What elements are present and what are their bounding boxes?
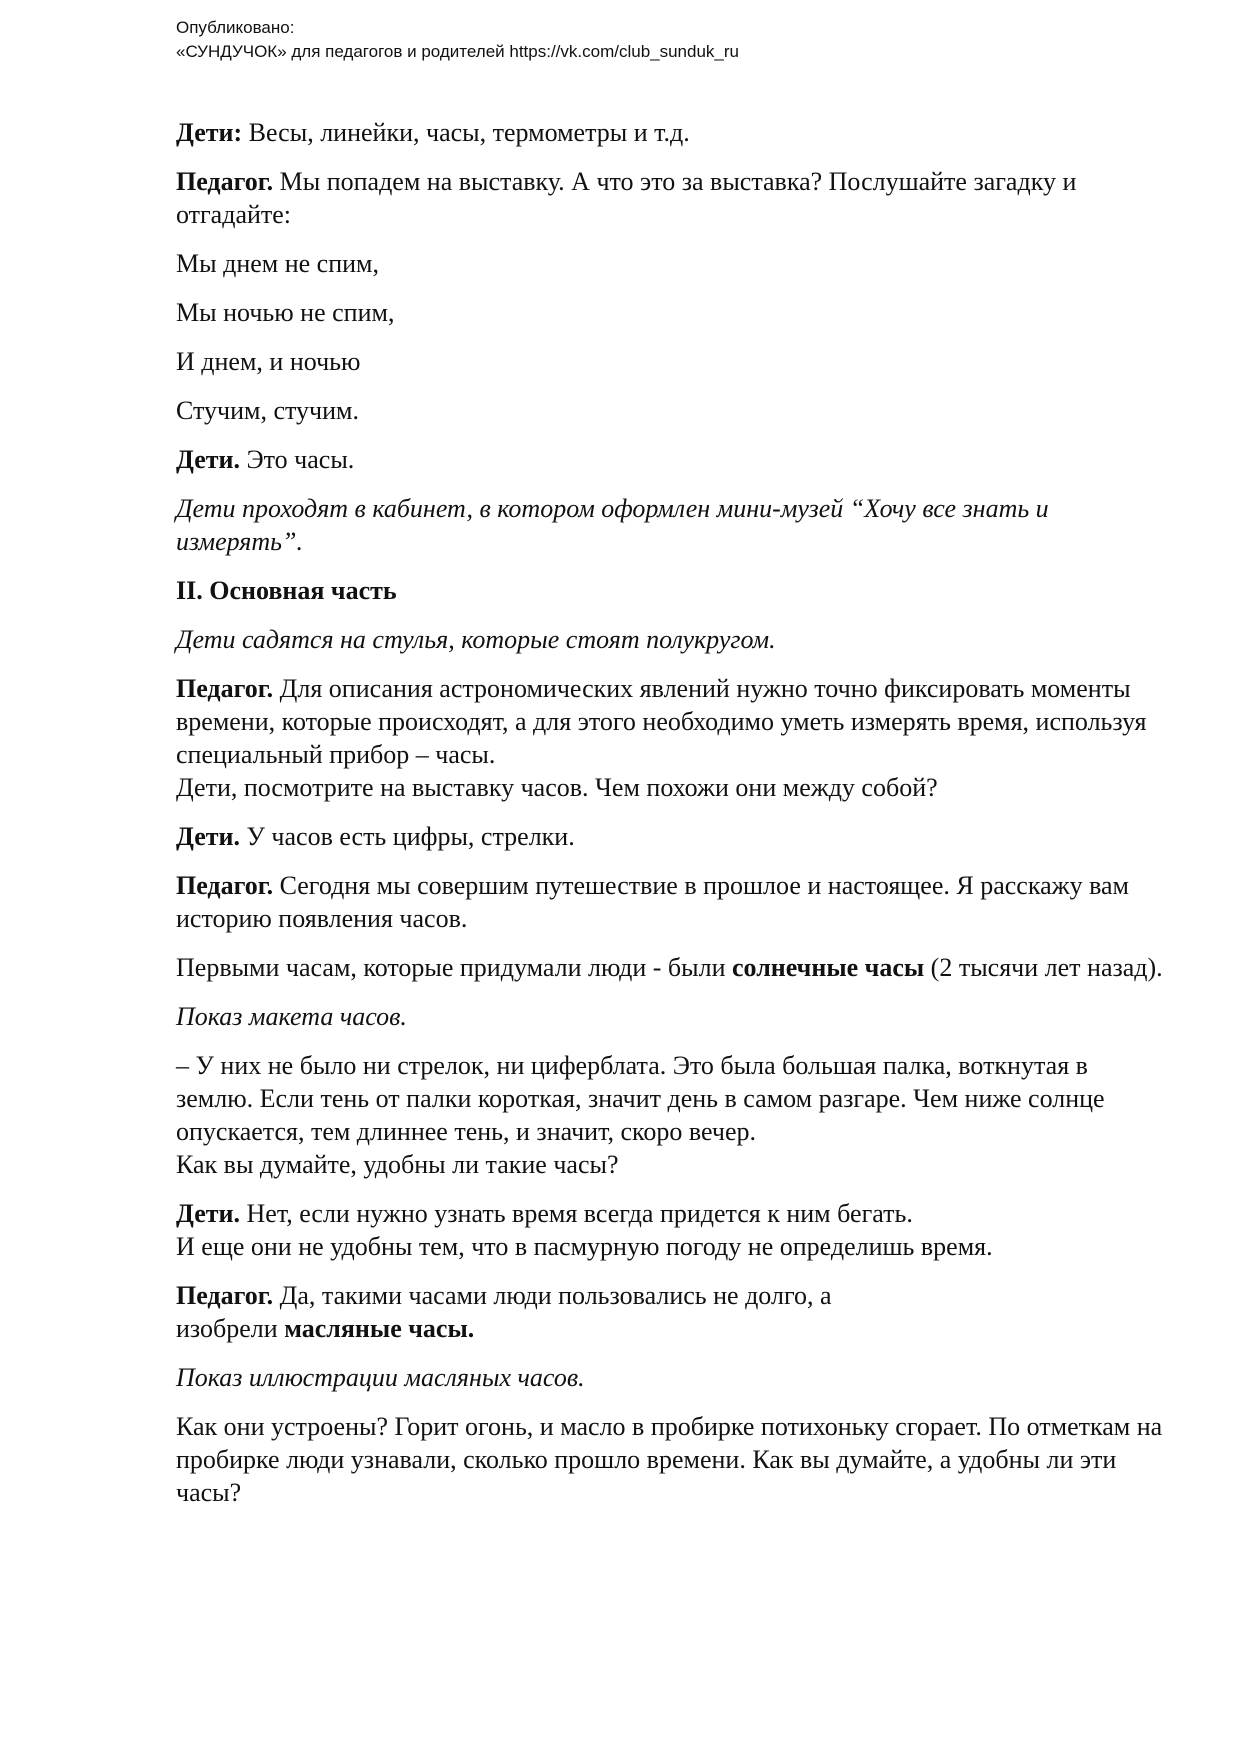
paragraph-children-answer-3 (176, 820, 1166, 853)
speaker-label: Дети. (176, 822, 240, 851)
header-published-label: Опубликовано: (176, 18, 295, 37)
paragraph-children-answer-4 (176, 1197, 1166, 1263)
paragraph-text: Мы попадем на выставку. А что это за выставка? Послушайте загадку и отгадайте: (176, 167, 1077, 229)
paragraph-text-line2: И еще они не удобны тем, что в пасмурную погоду не определишь время. (176, 1232, 993, 1261)
paragraph-sundial-intro (176, 951, 1166, 984)
paragraph-text: Весы, линейки, часы, термометры и т.д. (242, 118, 690, 147)
paragraph-text-line2: Как вы думайте, удобны ли такие часы? (176, 1150, 619, 1179)
speaker-label: Педагог. (176, 167, 274, 196)
section-heading-main-part (176, 574, 1166, 607)
paragraph-teacher-journey (176, 869, 1166, 935)
paragraph-text: Да, такими часами люди пользовались не долго, а (273, 1281, 832, 1310)
paragraph-text: Это часы. (240, 445, 355, 474)
paragraph-oil-clock-description: Как они устроены? Горит огонь, и масло в пробирке потихоньку сгорает. По отметкам на пробирке люди узнавали, сколько прошло времени. Как вы думайте, а удобны ли эти часы? (176, 1412, 1163, 1507)
document-body (176, 116, 1166, 1525)
paragraph-text-line2: Дети, посмотрите на выставку часов. Чем похожи они между собой? (176, 773, 938, 802)
paragraph-text-tail: (2 тысячи лет назад). (924, 953, 1163, 982)
paragraph-teacher-riddle (176, 165, 1166, 231)
riddle-line-1: Мы днем не спим, (176, 249, 379, 278)
stage-direction-model (176, 1000, 1166, 1033)
stage-direction-seating (176, 623, 1166, 656)
paragraph-text: Нет, если нужно узнать время всегда придется к ним бегать. (240, 1199, 913, 1228)
header-source-line: «СУНДУЧОК» для педагогов и родителей https://vk.com/club_sunduk_ru (176, 42, 739, 61)
stage-direction-museum (176, 492, 1166, 558)
stage-direction-text: Показ иллюстрации масляных часов. (176, 1363, 585, 1392)
emphasis-sundial: солнечные часы (732, 953, 925, 982)
riddle-line-4: Стучим, стучим. (176, 396, 359, 425)
paragraph-sundial-description (176, 1049, 1166, 1181)
speaker-label: Педагог. (176, 1281, 274, 1310)
publication-header (176, 16, 739, 64)
paragraph-text: Первыми часам, которые придумали люди - были (176, 953, 733, 982)
riddle-line-3: И днем, и ночью (176, 347, 361, 376)
speaker-label: Дети. (176, 1199, 240, 1228)
paragraph-text: Для описания астрономических явлений нужно точно фиксировать моменты времени, которые происходят, а для этого необходимо уметь измерять время, используя специальный прибор – часы. (176, 674, 1147, 769)
speaker-label: Педагог. (176, 674, 274, 703)
paragraph-text: У часов есть цифры, стрелки. (240, 822, 575, 851)
stage-direction-illustration (176, 1361, 1166, 1394)
paragraph-teacher-astronomy (176, 672, 1166, 804)
stage-direction-text: Показ макета часов. (176, 1002, 407, 1031)
paragraph-children-answer-1 (176, 116, 1166, 149)
paragraph-teacher-oil-clock (176, 1279, 1166, 1345)
paragraph-text: – У них не было ни стрелок, ни циферблата. Это была большая палка, воткнутая в землю. Если тень от палки короткая, значит день в самом разгаре. Чем ниже солнце опускается, тем длиннее тень, и значит, скоро вечер. (176, 1051, 1105, 1146)
paragraph-text: Сегодня мы совершим путешествие в прошлое и настоящее. Я расскажу вам историю появления часов. (176, 871, 1130, 933)
speaker-label: Дети: (176, 118, 243, 147)
emphasis-oil-clock: масляные часы. (284, 1314, 475, 1343)
riddle-line-2: Мы ночью не спим, (176, 298, 395, 327)
paragraph-text-line2: изобрели (176, 1314, 285, 1343)
stage-direction-text: Дети садятся на стулья, которые стоят полукругом. (176, 625, 776, 654)
section-heading-text: II. Основная часть (176, 576, 397, 605)
paragraph-children-answer-2 (176, 443, 1166, 476)
stage-direction-text: Дети проходят в кабинет, в котором оформлен мини-музей “Хочу все знать и измерять”. (176, 494, 1049, 556)
speaker-label: Педагог. (176, 871, 274, 900)
speaker-label: Дети. (176, 445, 240, 474)
